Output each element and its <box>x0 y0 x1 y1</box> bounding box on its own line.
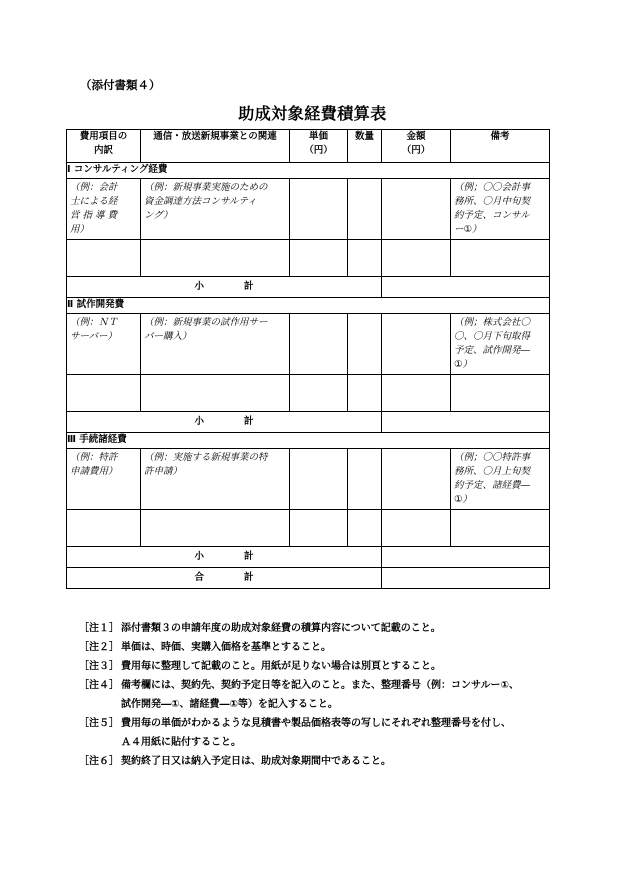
subtotal-row <box>67 277 550 298</box>
amount-cell[interactable] <box>382 179 451 240</box>
subtotal-label: 小 計 <box>67 277 382 298</box>
unit-price-cell[interactable] <box>290 240 348 277</box>
col-header-unit-price: 単価 （円） <box>290 130 348 163</box>
amount-cell[interactable] <box>382 240 451 277</box>
attachment-label: （添付書類４） <box>80 78 161 92</box>
note-item: ［注１］ 添付書類３の申請年度の助成対象経費の積算内容について記載のこと。 <box>79 623 441 634</box>
col-header-relation: 通信・放送新規事業との関連 <box>141 130 290 163</box>
unit-price-cell[interactable] <box>290 510 348 547</box>
remarks-cell[interactable] <box>451 510 550 547</box>
item-cell[interactable] <box>67 510 141 547</box>
example-remarks-cell: （例；〇〇会計事 務所、〇月中旬契 約予定、コンサル ー①） <box>451 179 550 240</box>
remarks-cell[interactable] <box>451 240 550 277</box>
section-heading: Ⅰ コンサルティング経費 <box>67 163 550 179</box>
note-item: ［注３］ 費用毎に整理して記載のこと。用紙が足りない場合は別頁とすること。 <box>79 661 441 672</box>
note-item: ［注４］ 備考欄には、契約先、契約予定日等を記入のこと。また、整理番号（例：コンサルー①、 試作開発―①、諸経費―①等）を記入すること。 <box>79 680 519 710</box>
note-item: ［注２］ 単価は、時価、実購入価格を基準とすること。 <box>79 642 331 653</box>
amount-cell[interactable] <box>382 449 451 510</box>
subtotal-label: 小 計 <box>67 547 382 568</box>
remarks-cell[interactable] <box>451 375 550 412</box>
example-relation-cell: （例：実施する新規事業の特 許申請） <box>141 449 290 510</box>
quantity-cell[interactable] <box>348 449 382 510</box>
quantity-cell[interactable] <box>348 375 382 412</box>
example-relation-cell: （例：新規事業の試作用サー バー購入） <box>141 314 290 375</box>
subtotal-amount-cell[interactable] <box>382 412 550 433</box>
col-header-remarks: 備考 <box>451 130 550 163</box>
blank-entry-row <box>67 240 550 277</box>
quantity-cell[interactable] <box>348 314 382 375</box>
unit-price-cell[interactable] <box>290 314 348 375</box>
unit-price-cell[interactable] <box>290 375 348 412</box>
example-remarks-cell: （例；〇〇特許事 務所、〇月上旬契 約予定、諸経費― ①） <box>451 449 550 510</box>
item-cell[interactable] <box>67 375 141 412</box>
subtotal-amount-cell[interactable] <box>382 547 550 568</box>
blank-entry-row <box>67 510 550 547</box>
section-heading: Ⅱ 試作開発費 <box>67 298 550 314</box>
example-item-cell: （例：ＮＴ サーバー） <box>67 314 141 375</box>
item-cell[interactable] <box>67 240 141 277</box>
notes-list <box>79 619 559 771</box>
col-header-item: 費用項目の 内訳 <box>67 130 141 163</box>
total-amount-cell[interactable] <box>382 568 550 589</box>
subtotal-label: 小 計 <box>67 412 382 433</box>
example-row <box>67 314 550 375</box>
subtotal-row <box>67 547 550 568</box>
unit-price-cell[interactable] <box>290 449 348 510</box>
quantity-cell[interactable] <box>348 240 382 277</box>
col-header-amount: 金額 （円） <box>382 130 451 163</box>
relation-cell[interactable] <box>141 375 290 412</box>
example-row <box>67 179 550 240</box>
blank-entry-row <box>67 375 550 412</box>
subtotal-row <box>67 412 550 433</box>
example-row <box>67 449 550 510</box>
quantity-cell[interactable] <box>348 179 382 240</box>
amount-cell[interactable] <box>382 510 451 547</box>
note-item: ［注５］ 費用毎の単価がわかるような見積書や製品価格表等の写しにそれぞれ整理番号を付し、 Ａ４用紙に貼付すること。 <box>79 718 511 748</box>
estimate-table <box>66 129 550 589</box>
relation-cell[interactable] <box>141 510 290 547</box>
col-header-quantity: 数量 <box>348 130 382 163</box>
amount-cell[interactable] <box>382 375 451 412</box>
example-item-cell: （例：特許 申請費用） <box>67 449 141 510</box>
example-relation-cell: （例：新規事業実施のための 資金調達方法コンサルティ ング） <box>141 179 290 240</box>
amount-cell[interactable] <box>382 314 451 375</box>
quantity-cell[interactable] <box>348 510 382 547</box>
note-item: ［注６］ 契約終了日又は納入予定日は、助成対象期間中であること。 <box>79 756 391 767</box>
subtotal-amount-cell[interactable] <box>382 277 550 298</box>
table-header-row <box>67 130 550 163</box>
unit-price-cell[interactable] <box>290 179 348 240</box>
example-item-cell: （例：会計 士による経 営 指 導 費 用） <box>67 179 141 240</box>
relation-cell[interactable] <box>141 240 290 277</box>
page-title: 助成対象経費積算表 <box>238 104 387 123</box>
section-heading: Ⅲ 手続諸経費 <box>67 433 550 449</box>
total-label: 合 計 <box>67 568 382 589</box>
total-row <box>67 568 550 589</box>
example-remarks-cell: （例；株式会社〇 〇、〇月下旬取得 予定、試作開発― ①） <box>451 314 550 375</box>
